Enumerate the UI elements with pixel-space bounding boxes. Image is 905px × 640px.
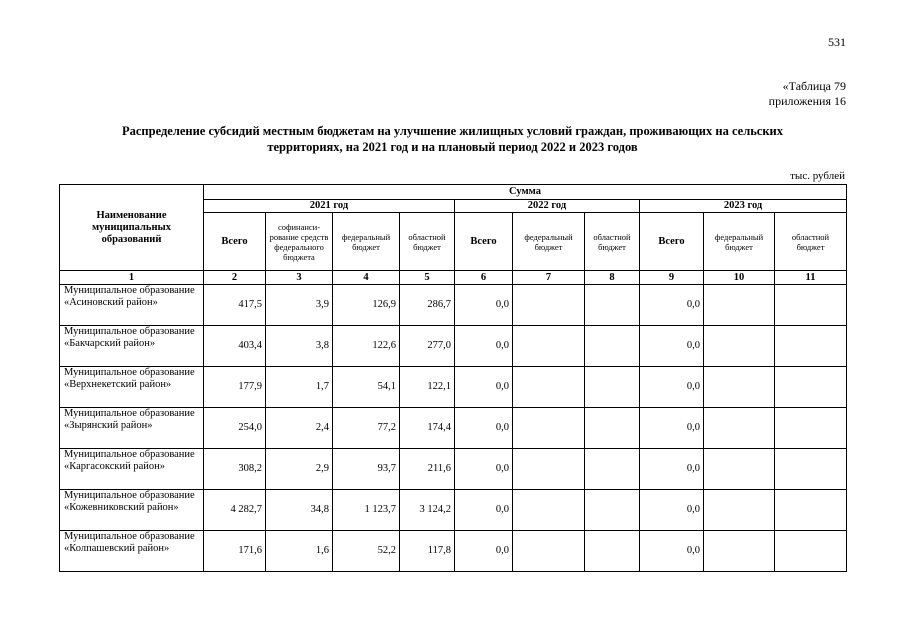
table-body [60,285,847,572]
cell-c10 [704,531,775,572]
cell-c5: 3 124,2 [400,490,455,531]
cell-c7 [513,285,585,326]
header-federal-2021: федеральный бюджет [333,213,400,271]
cell-c9: 0,0 [640,531,704,572]
header-name: Наименование муниципальных образований [60,185,204,271]
municipality-name: Муниципальное образование «Кожевниковский район» [60,490,204,531]
header-regional-2022: областной бюджет [585,213,640,271]
cell-c10 [704,326,775,367]
cell-c5: 211,6 [400,449,455,490]
column-number: 10 [704,271,775,285]
table-row [60,285,847,326]
municipality-name: Муниципальное образование «Колпашевский район» [60,531,204,572]
cell-c7 [513,490,585,531]
header-cofinance-2021: софинанси-рование средств федерального бюджета [266,213,333,271]
header-regional-2023: областной бюджет [775,213,847,271]
table-row [60,408,847,449]
cell-c11 [775,449,847,490]
cell-c11 [775,367,847,408]
cell-c5: 174,4 [400,408,455,449]
cell-c3: 3,8 [266,326,333,367]
cell-c2: 4 282,7 [204,490,266,531]
units-label: тыс. рублей [790,170,845,182]
cell-c2: 417,5 [204,285,266,326]
cell-c6: 0,0 [455,326,513,367]
cell-c11 [775,408,847,449]
cell-c7 [513,408,585,449]
cell-c3: 2,4 [266,408,333,449]
table-row [60,490,847,531]
column-number: 9 [640,271,704,285]
cell-c8 [585,408,640,449]
document-title [60,123,845,155]
column-number: 1 [60,271,204,285]
cell-c4: 1 123,7 [333,490,400,531]
municipality-name: Муниципальное образование «Каргасокский район» [60,449,204,490]
column-number: 11 [775,271,847,285]
cell-c2: 177,9 [204,367,266,408]
column-number: 8 [585,271,640,285]
column-number: 4 [333,271,400,285]
cell-c4: 77,2 [333,408,400,449]
table-row [60,531,847,572]
cell-c5: 286,7 [400,285,455,326]
cell-c9: 0,0 [640,367,704,408]
header-year-2023: 2023 год [640,200,847,213]
cell-c11 [775,326,847,367]
municipality-name: Муниципальное образование «Асиновский район» [60,285,204,326]
cell-c6: 0,0 [455,285,513,326]
cell-c8 [585,449,640,490]
column-number: 6 [455,271,513,285]
column-number: 7 [513,271,585,285]
appendix-reference: приложения 16 [768,94,846,108]
cell-c3: 3,9 [266,285,333,326]
cell-c8 [585,531,640,572]
page-number: 531 [828,35,846,49]
cell-c9: 0,0 [640,285,704,326]
table-row [60,326,847,367]
column-number: 2 [204,271,266,285]
column-number: 5 [400,271,455,285]
cell-c5: 117,8 [400,531,455,572]
cell-c8 [585,285,640,326]
cell-c7 [513,367,585,408]
cell-c7 [513,531,585,572]
header-total-2021: Всего [204,213,266,271]
cell-c3: 34,8 [266,490,333,531]
cell-c10 [704,408,775,449]
cell-c2: 308,2 [204,449,266,490]
cell-c9: 0,0 [640,408,704,449]
header-total-2023: Всего [640,213,704,271]
cell-c9: 0,0 [640,490,704,531]
cell-c3: 1,7 [266,367,333,408]
cell-c4: 122,6 [333,326,400,367]
cell-c8 [585,367,640,408]
cell-c10 [704,285,775,326]
table-reference: «Таблица 79 [782,79,846,93]
cell-c7 [513,326,585,367]
municipality-name: Муниципальное образование «Верхнекетский район» [60,367,204,408]
cell-c10 [704,367,775,408]
cell-c8 [585,326,640,367]
cell-c9: 0,0 [640,326,704,367]
cell-c6: 0,0 [455,490,513,531]
cell-c4: 54,1 [333,367,400,408]
header-year-2021: 2021 год [204,200,455,213]
cell-c4: 126,9 [333,285,400,326]
header-regional-2021: областной бюджет [400,213,455,271]
cell-c6: 0,0 [455,531,513,572]
municipality-name: Муниципальное образование «Бакчарский район» [60,326,204,367]
cell-c11 [775,531,847,572]
cell-c5: 122,1 [400,367,455,408]
cell-c10 [704,490,775,531]
cell-c8 [585,490,640,531]
title-line-1: Распределение субсидий местным бюджетам на улучшение жилищных условий граждан, проживающих на сельских [121,124,784,138]
cell-c6: 0,0 [455,367,513,408]
cell-c2: 171,6 [204,531,266,572]
cell-c11 [775,285,847,326]
column-number: 3 [266,271,333,285]
header-sum: Сумма [204,185,847,200]
cell-c3: 1,6 [266,531,333,572]
cell-c2: 403,4 [204,326,266,367]
cell-c6: 0,0 [455,408,513,449]
cell-c6: 0,0 [455,449,513,490]
title-line-2: территориях, на 2021 год и на плановый период 2022 и 2023 годов [267,140,638,154]
header-total-2022: Всего [455,213,513,271]
cell-c7 [513,449,585,490]
cell-c2: 254,0 [204,408,266,449]
cell-c3: 2,9 [266,449,333,490]
table-row [60,367,847,408]
subsidy-table [59,184,847,572]
municipality-name: Муниципальное образование «Зырянский район» [60,408,204,449]
header-federal-2022: федеральный бюджет [513,213,585,271]
header-year-2022: 2022 год [455,200,640,213]
cell-c4: 93,7 [333,449,400,490]
table-row [60,449,847,490]
cell-c5: 277,0 [400,326,455,367]
cell-c10 [704,449,775,490]
cell-c11 [775,490,847,531]
cell-c4: 52,2 [333,531,400,572]
cell-c9: 0,0 [640,449,704,490]
header-federal-2023: федеральный бюджет [704,213,775,271]
